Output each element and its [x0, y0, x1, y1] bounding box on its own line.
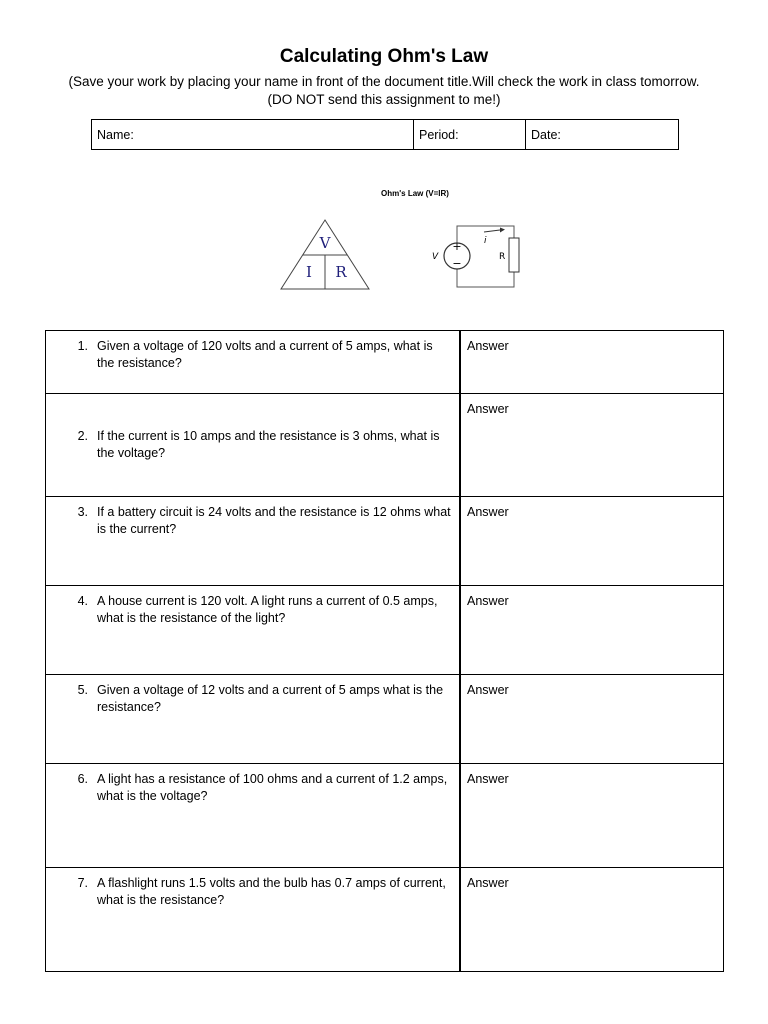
answer-cell[interactable] [460, 394, 724, 497]
question-row [46, 675, 724, 764]
answer-label: Answer [467, 683, 509, 697]
triangle-i-label: I [306, 263, 312, 281]
answer-label: Answer [467, 876, 509, 890]
question-text: If the current is 10 amps and the resistance is 3 ohms, what is the voltage? [97, 429, 440, 460]
answer-cell[interactable] [460, 868, 724, 972]
question-number: 3. [77, 505, 88, 519]
questions-table [45, 330, 724, 972]
svg-text:+: + [452, 240, 462, 253]
question-cell [46, 331, 461, 394]
question-number: 7. [77, 876, 88, 890]
figure-caption: Ohm's Law (V=IR) [381, 189, 449, 198]
student-info-table [91, 119, 679, 150]
answer-cell[interactable] [460, 586, 724, 675]
question-cell [46, 394, 461, 497]
question-text: A flashlight runs 1.5 volts and the bulb has 0.7 amps of current, what is the resistance? [97, 876, 446, 907]
triangle-r-label: R [335, 263, 347, 281]
question-number: 1. [77, 339, 88, 353]
question-text: If a battery circuit is 24 volts and the resistance is 12 ohms what is the current? [97, 505, 451, 536]
circuit-r-label: R [499, 252, 506, 262]
question-row [46, 764, 724, 868]
subtitle-line-1: (Save your work by placing your name in front of the document title.Will check the work in class tomorrow. [68, 74, 700, 89]
date-field[interactable]: Date: [526, 120, 679, 150]
circuit-i-label: i [484, 236, 487, 246]
answer-cell[interactable] [460, 675, 724, 764]
question-number: 2. [77, 429, 88, 443]
answer-label: Answer [467, 594, 509, 608]
circuit-v-label: V [432, 252, 439, 262]
answer-label: Answer [467, 402, 509, 416]
answer-label: Answer [467, 339, 509, 353]
answer-cell[interactable] [460, 497, 724, 586]
question-cell [46, 764, 461, 868]
question-text: A house current is 120 volt. A light runs a current of 0.5 amps, what is the resistance of the light? [97, 594, 438, 625]
ohms-law-triangle [279, 218, 371, 292]
document-subtitle [40, 73, 728, 109]
subtitle-line-2: (DO NOT send this assignment to me!) [267, 92, 501, 107]
question-number: 6. [77, 772, 88, 786]
answer-cell[interactable] [460, 331, 724, 394]
question-row [46, 331, 724, 394]
name-field[interactable]: Name: [92, 120, 414, 150]
period-field[interactable]: Period: [414, 120, 526, 150]
question-cell [46, 586, 461, 675]
document-title: Calculating Ohm's Law [279, 46, 489, 67]
question-number: 5. [77, 683, 88, 697]
question-cell [46, 675, 461, 764]
question-row [46, 497, 724, 586]
question-row [46, 394, 724, 497]
question-row [46, 868, 724, 972]
svg-text:−: − [452, 257, 462, 270]
answer-label: Answer [467, 772, 509, 786]
question-cell [46, 868, 461, 972]
circuit-diagram [428, 222, 524, 290]
question-text: A light has a resistance of 100 ohms and a current of 1.2 amps, what is the voltage? [97, 772, 448, 803]
answer-label: Answer [467, 505, 509, 519]
question-text: Given a voltage of 120 volts and a current of 5 amps, what is the resistance? [97, 339, 433, 370]
question-number: 4. [77, 594, 88, 608]
question-text: Given a voltage of 12 volts and a current of 5 amps what is the resistance? [97, 683, 444, 714]
question-cell [46, 497, 461, 586]
question-row [46, 586, 724, 675]
triangle-v-label: V [319, 234, 331, 252]
answer-cell[interactable] [460, 764, 724, 868]
